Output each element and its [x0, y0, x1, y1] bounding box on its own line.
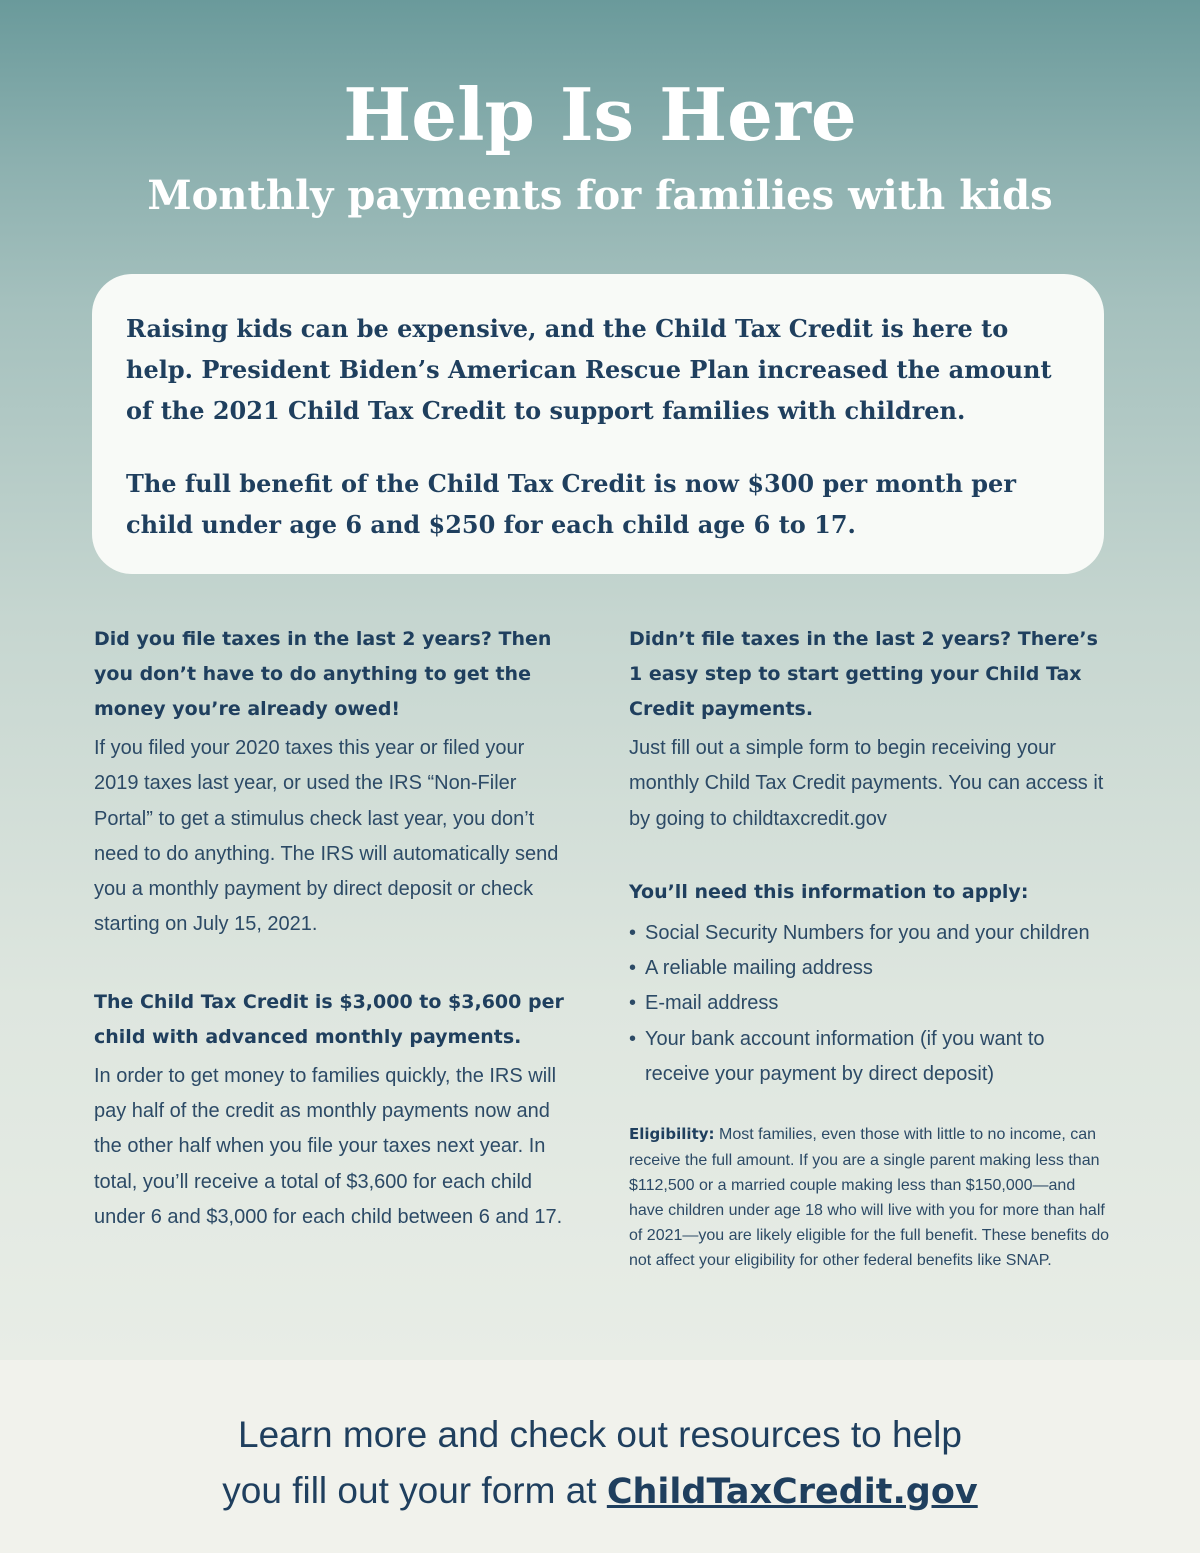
- list-item-text: Your bank account information (if you want to receive your payment by direct deposit): [645, 1027, 1045, 1086]
- left-column: [94, 622, 574, 1235]
- list-item-text: Social Security Numbers for you and your children: [645, 921, 1090, 944]
- intro-paragraph-1: Raising kids can be expensive, and the Child Tax Credit is here to help. President Biden’s American Rescue Plan increased the amount of the 2021 Child Tax Credit to support families with children.: [126, 314, 1052, 425]
- list-item: [629, 916, 1109, 951]
- list-item: [629, 951, 1109, 986]
- bullet-icon: •: [629, 1027, 637, 1050]
- footer-line-1: Learn more and check out resources to help: [238, 1414, 962, 1455]
- footer-banner: [0, 1360, 1200, 1553]
- list-item-text: E-mail address: [645, 992, 779, 1015]
- eligibility-text: Most families, even those with little to no income, can receive the full amount. If you are a single parent making less than $112,500 or a married couple making less than $150,000—and have children under age 18 who will live with you for more than half of 2021—you are likely eligible for the full benefit. These benefits do not affect your eligibility for other federal benefits like SNAP.: [629, 1126, 1109, 1270]
- intro-paragraph-2: The full benefit of the Child Tax Credit is now $300 per month per child under age 6 and $250 for each child age 6 to 17.: [126, 469, 1016, 539]
- bullet-icon: •: [629, 921, 637, 944]
- credit-amount-body: In order to get money to families quickly, the IRS will pay half of the credit as monthly payments now and the other half when you file your taxes next year. In total, you’ll receive a total of $3,600 for each child under 6 and $3,000 for each child between 6 and 17.: [94, 1064, 563, 1228]
- eligibility-note: [629, 1122, 1109, 1273]
- required-info-heading: You’ll need this information to apply:: [629, 880, 1029, 903]
- childtaxcredit-link[interactable]: ChildTaxCredit.gov: [606, 1472, 978, 1512]
- page-title: Help Is Here: [343, 72, 857, 157]
- intro-callout-box: [92, 274, 1104, 574]
- list-item-text: A reliable mailing address: [645, 957, 873, 980]
- filed-taxes-heading: Did you file taxes in the last 2 years? Then you don’t have to do anything to get the money you’re already owed!: [94, 628, 552, 720]
- not-filed-heading: Didn’t file taxes in the last 2 years? There’s 1 easy step to start getting your Child Tax Credit payments.: [629, 628, 1098, 720]
- list-item: [629, 986, 1109, 1021]
- bullet-icon: •: [629, 992, 637, 1015]
- page-subtitle: Monthly payments for families with kids: [147, 172, 1053, 219]
- bullet-icon: •: [629, 957, 637, 980]
- eligibility-label: Eligibility:: [629, 1125, 715, 1144]
- list-item: [629, 1022, 1109, 1093]
- footer-line-2-prefix: you fill out your form at: [222, 1470, 597, 1511]
- credit-amount-heading: The Child Tax Credit is $3,000 to $3,600 per child with advanced monthly payments.: [94, 990, 564, 1048]
- not-filed-body: Just fill out a simple form to begin receiving your monthly Child Tax Credit payments. You can access it by going to childtaxcredit.gov: [629, 737, 1104, 830]
- filed-taxes-body: If you filed your 2020 taxes this year or filed your 2019 taxes last year, or used the IRS “Non-Filer Portal” to get a stimulus check last year, you don’t need to do anything. The IRS will automatically send you a monthly payment by direct deposit or check starting on July 15, 2021.: [94, 737, 559, 936]
- required-info-list: [629, 916, 1109, 1092]
- footer-line-2: [0, 1463, 1200, 1520]
- right-column: [629, 622, 1109, 1274]
